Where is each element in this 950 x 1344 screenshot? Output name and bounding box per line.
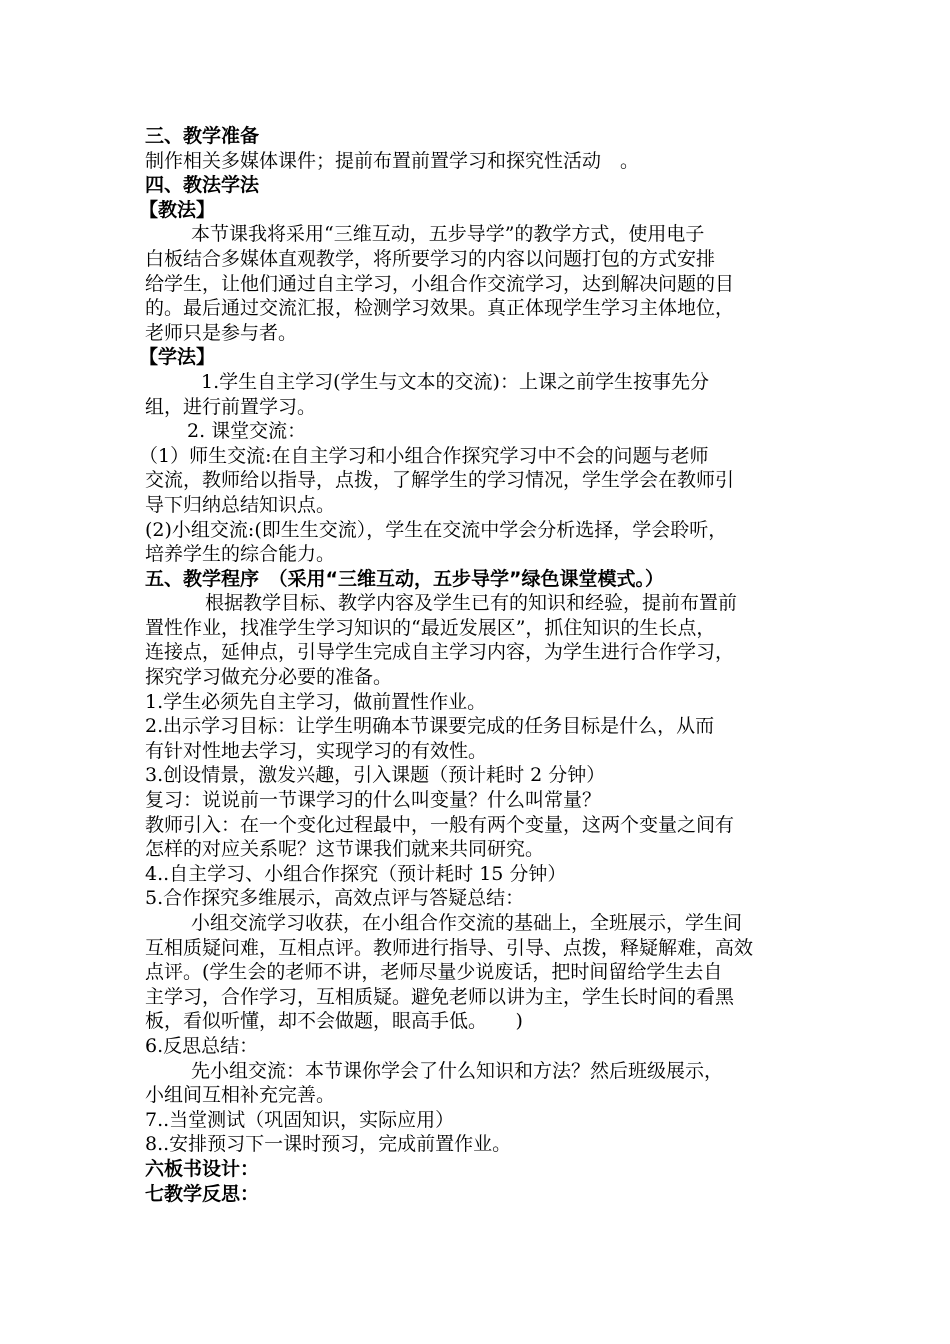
teacher-intro-line: 教师引入：在一个变化过程最中，一般有两个变量，这两个变量之间有 — [145, 813, 735, 836]
section-4-heading: 四、教法学法 — [145, 174, 260, 197]
paragraph-line: 培养学生的综合能力。 — [145, 543, 336, 566]
document-page — [139, 124, 825, 1206]
section-6-heading: 六板书设计： — [145, 1157, 260, 1180]
paragraph-line: 点评。(学生会的老师不讲，老师尽量少说废话，把时间留给学生去自 — [145, 961, 723, 984]
paragraph-line: 组，进行前置学习。 — [145, 395, 317, 418]
paragraph-line: 板，看似听懂，却不会做题，眼高手低。 ) — [145, 1010, 523, 1033]
paragraph-line: （1）师生交流:在自主学习和小组合作探究学习中不会的问题与老师 — [139, 444, 709, 467]
paragraph-line: 导下归纳总结知识点。 — [145, 493, 336, 516]
paragraph-line: 的。最后通过交流汇报，检测学习效果。真正体现学生学习主体地位， — [145, 297, 735, 320]
step-8: 8..安排预习下一课时预习，完成前置作业。 — [145, 1133, 512, 1156]
step-2: 2.出示学习目标：让学生明确本节课要完成的任务目标是什么，从而 — [145, 715, 715, 738]
paragraph-line: 2. 课堂交流： — [187, 420, 307, 443]
step-1: 1.学生必须先自主学习，做前置性作业。 — [145, 690, 487, 713]
paragraph-line: 根据教学目标、教学内容及学生已有的知识和经验，提前布置前 — [205, 592, 738, 615]
step-7: 7..当堂测试（巩固知识，实际应用） — [145, 1108, 455, 1131]
paragraph-line: 1.学生自主学习(学生与文本的交流)：上课之前学生按事先分 — [201, 370, 709, 393]
paragraph-line: 置性作业，找准学生学习知识的“最近发展区”，抓住知识的生长点， — [145, 616, 716, 639]
paragraph-line: (2)小组交流:(即生生交流），学生在交流中学会分析选择，学会聆听， — [145, 518, 728, 541]
paragraph-line: 老师只是参与者。 — [145, 321, 298, 344]
teaching-method-heading: 【教法】 — [139, 198, 216, 221]
paragraph-line: 小组间互相补充完善。 — [145, 1084, 336, 1107]
paragraph-line: 探究学习做充分必要的准备。 — [145, 666, 393, 689]
step-6: 6.反思总结： — [145, 1034, 259, 1057]
paragraph-line: 连接点，延伸点，引导学生完成自主学习内容，为学生进行合作学习， — [145, 641, 735, 664]
paragraph-line: 交流，教师给以指导，点拨，了解学生的学习情况，学生学会在教师引 — [145, 469, 735, 492]
paragraph-line: 有针对性地去学习，实现学习的有效性。 — [145, 739, 488, 762]
section-3-text: 制作相关多媒体课件；提前布置前置学习和探究性活动 。 — [145, 149, 640, 172]
paragraph-line: 互相质疑问难，互相点评。教师进行指导、引导、点拨，释疑解难，高效 — [145, 936, 754, 959]
step-5: 5.合作探究多维展示，高效点评与答疑总结： — [145, 887, 525, 910]
paragraph-line: 先小组交流：本节课你学会了什么知识和方法？然后班级展示， — [191, 1059, 724, 1082]
paragraph-line: 主学习，合作学习，互相质疑。避免老师以讲为主，学生长时间的看黑 — [145, 985, 735, 1008]
section-5-heading: 五、教学程序 （采用“三维互动，五步导学”绿色课堂模式。） — [145, 567, 664, 590]
step-3: 3.创设情景，激发兴趣，引入课题（预计耗时 2 分钟） — [145, 764, 606, 787]
review-line: 复习：说说前一节课学习的什么叫变量？什么叫常量？ — [145, 789, 602, 812]
paragraph-line: 给学生，让他们通过自主学习，小组合作交流学习，达到解决问题的目 — [145, 272, 735, 295]
paragraph-line: 怎样的对应关系呢？这节课我们就来共同研究。 — [145, 838, 545, 861]
section-3-heading: 三、教学准备 — [145, 125, 260, 147]
paragraph-line: 小组交流学习收获，在小组合作交流的基础上，全班展示，学生间 — [191, 912, 743, 934]
section-7-heading: 七教学反思： — [145, 1182, 260, 1205]
paragraph-line: 白板结合多媒体直观教学，将所要学习的内容以问题打包的方式安排 — [145, 247, 716, 270]
step-4: 4..自主学习、小组合作探究（预计耗时 15 分钟） — [145, 862, 567, 885]
paragraph-line: 本节课我将采用“三维互动，五步导学”的教学方式，使用电子 — [191, 223, 705, 246]
learning-method-heading: 【学法】 — [139, 346, 216, 369]
